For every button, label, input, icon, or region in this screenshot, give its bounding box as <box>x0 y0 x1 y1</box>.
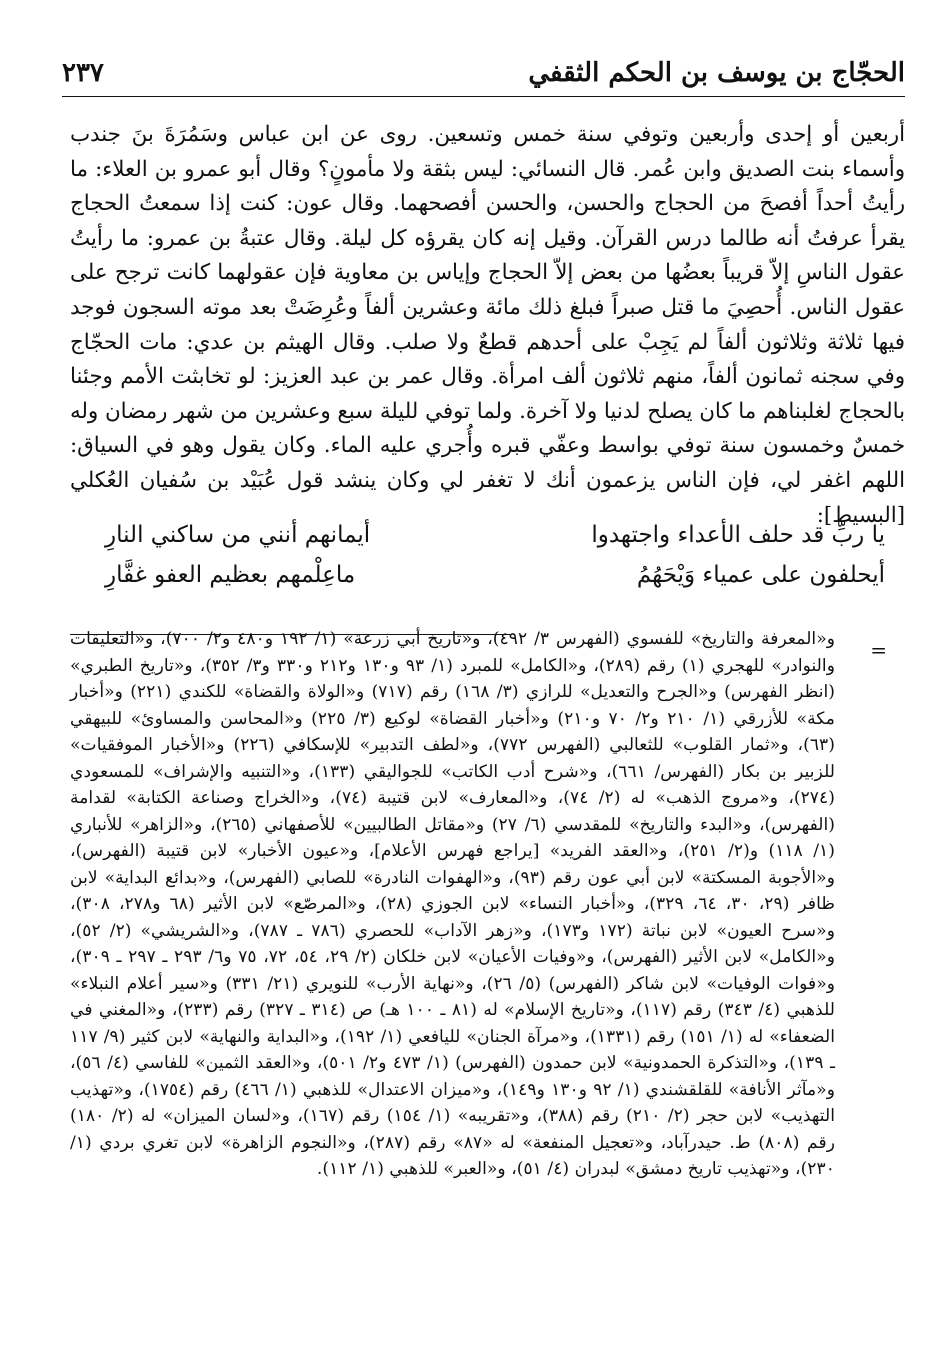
verse-line-1 <box>105 522 885 562</box>
main-paragraph: أربعين أو إحدى وأربعين وتوفي سنة خمس وتسعين. روى عن ابن عباس وسَمُرَةَ بنَ جندب وأسماء بنت الصديق وابن عُمر. قال النسائي: ليس بثقة ولا مأمونٍ؟ وقال أبو عمرو بن العلاء: ما رأيتُ أحداً أفصحَ من الحجاج والحسن، والحسن أفصحهما. وقال عون: كنت إذا سمعتُ الحجاج يقرأ عرفتُ أنه طالما درس القرآن. وقيل إنه كان يقرؤه كل ليلة. وقال عتبةُ بن عمرو: ما رأيتُ عقول الناسِ إلاّ قريباً بعضُها من بعض إلاّ الحجاج وإياس بن معاوية فإن عقولهما كانت ترجح على عقول الناس. أُحصِيَ ما قتل صبراً فبلغ ذلك مائة وعشرين ألفاً وعُرِضَتْ بعد موته السجون فوجد فيها ثلاثة وثلاثون ألفاً لم يَجِبْ على أحدهم قطعٌ ولا صلب. وقال الهيثم بن عدي: مات الحجّاج وفي سجنه ثمانون ألفاً، منهم ثلاثون ألف امرأة. وقال عمر بن عبد العزيز: لو تخابثت الأمم وجئنا بالحجاج لغلبناهم ما كان يصلح لدنيا ولا آخرة. ولما توفي لليلة سبع وعشرين من شهر رمضان وله خمسٌ وخمسون سنة توفي بواسط وعفّي قبره وأُجري عليه الماء. وكان يقول وهو في السياق: اللهم اغفر لي، فإن الناس يزعمون أنك لا تغفر لي وكان ينشد قول عُبَيْد بن سُفيان العُكلي [البسيط]: <box>70 122 905 528</box>
page-header <box>62 52 905 97</box>
main-text <box>70 118 905 533</box>
page-number: ٢٣٧ <box>62 58 104 88</box>
verse-2-second-hemistich: ماعِلْمهم بعظيم العفو غفَّارِ <box>105 562 356 588</box>
verse-1-first-hemistich: يا ربِّ قد حلف الأعداء واجتهدوا <box>591 522 885 548</box>
verse-2-first-hemistich: أيحلفون على عمياء وَيْحَهُمُ <box>636 562 885 588</box>
running-title: الحجّاج بن يوسف بن الحكم الثقفي <box>528 58 905 88</box>
verse-line-2 <box>105 562 885 602</box>
footnote-text: و«المعرفة والتاريخ» للفسوي (الفهرس ٣/ ٤٩٢)، و«تاريخ أبي زرعة» (١/ ١٩٢ و٤٨٠ و٢/ ٧٠٠)، و«التعليقات والنوادر» للهجري (١) رقم (٢٨٩)، و«الكامل» للمبرد (١/ ٩٣ و١٣٠ و٢١٢ و٣٣٠ و٣/ ٣٥٢)، و«تاريخ الطبري» (انظر الفهرس) و«الجرح والتعديل» للرازي (٣/ ١٦٨) رقم (٧١٧) و«الولاة والقضاة» للكندي (٢٢١) و«أخبار مكة» للأزرقي (١/ ٢١٠ و٢/ ٧٠ و٢١٠) و«أخبار القضاة» لوكيع (٣/ ٢٢٥) و«المحاسن والمساوئ» للبيهقي (٦٣)، و«ثمار القلوب» للثعالبي (الفهرس ٧٧٢)، و«لطف التدبير» للإسكافي (٢٢٦) و«الأخبار الموفقيات» للزبير بن بكار (الفهرس/ ٦٦١)، و«شرح أدب الكاتب» للجواليقي (١٣٣)، و«التنبيه والإشراف» للمسعودي (٢٧٤)، و«مروج الذهب» له (٢/ ٧٤)، و«المعارف» لابن قتيبة (٧٤)، و«الخراج وصناعة الكتابة» لقدامة (الفهرس)، و«البدء والتاريخ» للمقدسي (٦/ ٢٧) و«مقاتل الطالبيين» للأصفهاني (٢٦٥)، و«الزاهر» للأنباري (١/ ١١٨) و(٢/ ٢٥١)، و«العقد الفريد» [يراجع فهرس الأعلام]، و«عيون الأخبار» لابن قتيبة (الفهرس)، و«الأجوبة المسكتة» لابن أبي عون رقم (٩٣)، و«الهفوات النادرة» للصابي (الفهرس)، و«بدائع البداية» لابن ظافر (٢٩، ٣٠، ٦٤، ٣٢٩)، و«أخبار النساء» لابن الجوزي (٢٨)، و«المرصّع» لابن الأثير (٦٨ و٢٧٨، ٣٠٨)، و«سرح العيون» لابن نباتة (١٧٢ و١٧٣)، و«زهر الآداب» للحصري (٧٨٦ ـ ٧٨٧)، و«الشريشي» (٢/ ٥٢)، و«الكامل» لابن الأثير (الفهرس)، و«وفيات الأعيان» لابن خلكان (٢/ ٢٩، ٥٤، ٧٢، ٧٥ و٦/ ٢٩٣ ـ ٢٩٧ ـ ٣٠٩)، و«فوات الوفيات» لابن شاكر (الفهرس) (٥/ ٢٦)، و«نهاية الأرب» للنويري (٢١/ ٣٣١) و«سير أعلام النبلاء» للذهبي (٤/ ٣٤٣) رقم (١١٧)، و«تاريخ الإسلام» له (٨١ ـ ١٠٠ هـ) ص (٣١٤ ـ ٣٢٧) رقم (٢٣٣)، و«المغني في الضعفاء» له (١/ ١٥١) رقم (١٣٣١)، و«مرآة الجنان» لليافعي (١/ ١٩٢)، و«البداية والنهاية» لابن كثير (٩/ ١١٧ ـ ١٣٩)، و«التذكرة الحمدونية» لابن حمدون (الفهرس) (١/ ٤٧٣ و٢/ ٥٠١)، و«العقد الثمين» للفاسي (٤/ ٥٦)، و«مآثر الأنافة» للقلقشندي (١/ ٩٢ و١٣٠ و١٤٩)، و«ميزان الاعتدال» للذهبي (١/ ٤٦٦) رقم (١٧٥٤)، و«تهذيب التهذيب» لابن حجر (٢/ ٢١٠) رقم (٣٨٨)، و«تقريبه» (١/ ١٥٤) رقم (١٦٧)، و«لسان الميزان» له (٢/ ١٨٠) رقم (٨٠٨) ط. حيدرآباد، و«تعجيل المنفعة» له «٨٧» رقم (٢٨٧)، و«النجوم الزاهرة» لابن تغري بردي (١/ ٢٣٠)، و«تهذيب تاريخ دمشق» لبدران (٤/ ٥١)، و«العبر» للذهبي (١/ ١١٢). <box>70 629 836 1179</box>
footnote-continuation-mark: = <box>870 638 887 662</box>
verse-1-second-hemistich: أيمانهم أنني من ساكني النارِ <box>105 522 371 548</box>
footnote <box>70 626 835 1183</box>
